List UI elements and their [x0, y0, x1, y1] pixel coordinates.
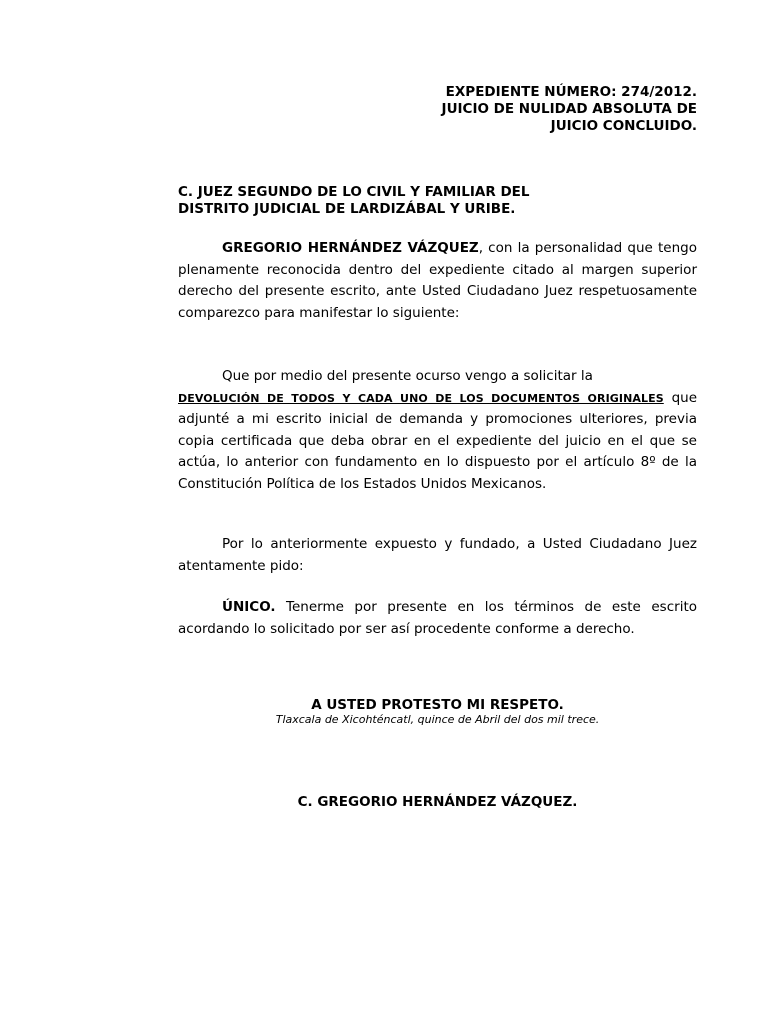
paragraph-request-text-before: Que por medio del presente ocurso vengo a solicitar la	[222, 368, 593, 384]
place-and-date: Tlaxcala de Xicohténcatl, quince de Abril del dos mil trece.	[275, 713, 600, 726]
documents-return-highlight: DEVOLUCIÓN DE TODOS Y CADA UNO DE LOS DOCUMENTOS ORIGINALES	[178, 391, 664, 405]
addressee-line-1: C. JUEZ SEGUNDO DE LO CIVIL Y FAMILIAR DEL	[178, 184, 530, 200]
paragraph-unique-point	[178, 597, 697, 640]
signature-name: C. GREGORIO HERNÁNDEZ VÁZQUEZ.	[297, 794, 578, 810]
unique-point-text: Tenerme por presente en los términos de este escrito acordando lo solicitado por ser así procedente conforme a derecho.	[178, 599, 697, 637]
paragraph-petition	[178, 534, 697, 577]
paragraph-request-text-after: que adjunté a mi escrito inicial de demanda y promociones ulteriores, previa copia certificada que deba obrar en el expediente del juicio en el que se actúa, lo anterior con fundamento en lo dispuesto por el artículo 8º de la Constitución Política de los Estados Unidos Mexicanos.	[178, 389, 697, 492]
case-header	[367, 84, 697, 135]
case-type-line-1: JUICIO DE NULIDAD ABSOLUTA DE	[441, 101, 697, 117]
paragraph-request	[178, 366, 697, 495]
paragraph-introduction-text: , con la personalidad que tengo plenamente reconocida dentro del expediente citado al margen superior derecho del presente escrito, ante Usted Ciudadano Juez respetuosamente comparezco para manifestar lo siguiente:	[178, 240, 698, 321]
addressee-line-2: DISTRITO JUDICIAL DE LARDIZÁBAL Y URIBE.	[178, 201, 516, 217]
closing-protest: A USTED PROTESTO MI RESPETO.	[311, 697, 564, 713]
case-type-line-2: JUICIO CONCLUIDO.	[550, 118, 697, 134]
petitioner-name: GREGORIO HERNÁNDEZ VÁZQUEZ	[222, 240, 479, 256]
case-number: EXPEDIENTE NÚMERO: 274/2012.	[445, 84, 697, 100]
paragraph-petition-text: Por lo anteriormente expuesto y fundado, a Usted Ciudadano Juez atentamente pido:	[178, 536, 697, 574]
addressee	[178, 184, 698, 218]
paragraph-introduction	[178, 238, 697, 324]
unique-label: ÚNICO.	[222, 599, 276, 615]
